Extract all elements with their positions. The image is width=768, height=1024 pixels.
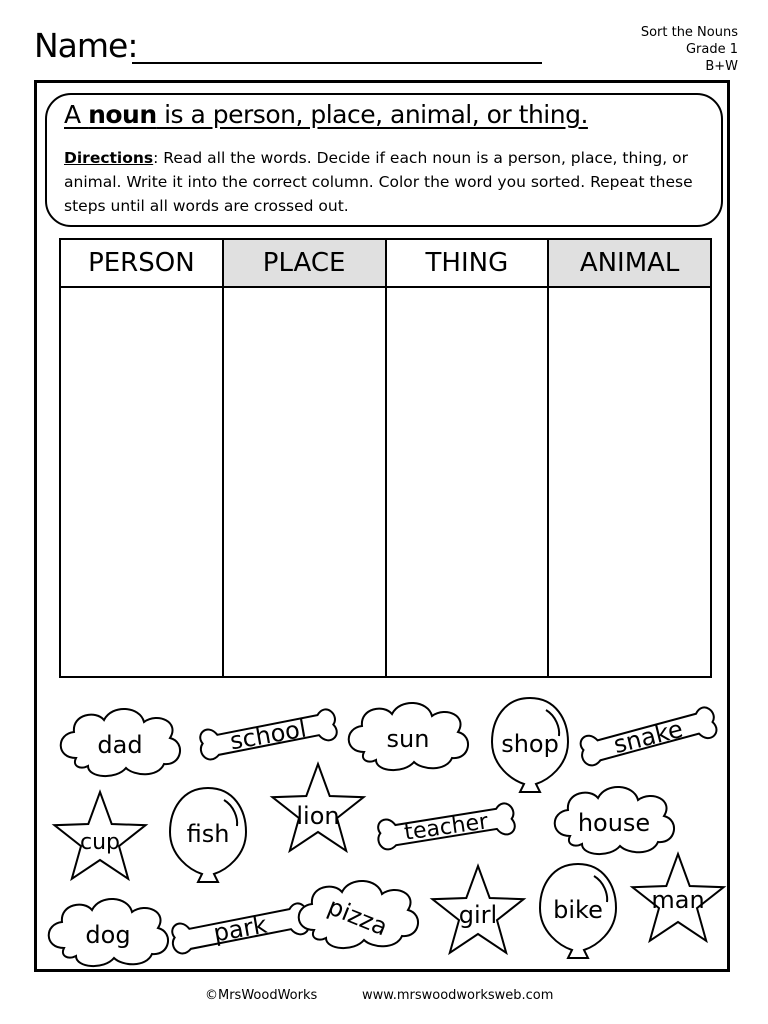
word-park-text: park	[211, 910, 270, 948]
definition-keyword: noun	[88, 100, 157, 129]
word-man-text: man	[651, 886, 705, 914]
word-dog[interactable]	[49, 899, 168, 966]
grade-label: Grade 1	[685, 42, 738, 57]
word-house-text: house	[577, 809, 651, 837]
website-link[interactable]: www.mrswoodworksweb.com	[362, 988, 554, 1003]
word-dad-text: dad	[97, 731, 143, 759]
word-girl-text: girl	[458, 901, 498, 929]
word-house[interactable]	[555, 787, 674, 854]
directions-label: Directions	[64, 149, 154, 167]
word-lion[interactable]	[272, 764, 363, 851]
word-park[interactable]	[170, 901, 311, 956]
word-bike-text: bike	[553, 896, 603, 924]
column-header-thing: THING	[386, 239, 549, 287]
word-teacher[interactable]	[376, 802, 517, 853]
word-sun-text: sun	[386, 725, 430, 753]
column-header-person: PERSON	[60, 239, 223, 287]
word-school[interactable]	[198, 707, 339, 762]
word-school-text: school	[227, 714, 309, 756]
word-dog-text: dog	[85, 921, 131, 949]
word-fish-text: fish	[186, 820, 230, 848]
word-sun[interactable]	[349, 703, 468, 770]
directions-text: : Read all the words. Decide if each noun is a person, place, thing, or animal. Write it into the correct column. Color the word you sorted. Repeat these steps until all words are crossed out.	[64, 149, 693, 215]
copyright: ©MrsWoodWorks	[205, 988, 318, 1003]
definition-rest: is a person, place, animal, or thing.	[156, 100, 588, 129]
word-pizza-text: pizza	[323, 892, 392, 942]
word-teacher-text: teacher	[402, 809, 490, 846]
word-snake[interactable]	[578, 705, 719, 769]
word-snake-text: snake	[610, 714, 686, 760]
word-shop-text: shop	[501, 730, 559, 758]
word-man[interactable]	[632, 854, 723, 941]
word-fish[interactable]	[170, 788, 246, 882]
print-type: B+W	[705, 59, 738, 74]
word-cup[interactable]	[54, 792, 145, 879]
word-dad[interactable]	[61, 709, 180, 776]
worksheet-title: Sort the Nouns	[640, 25, 738, 40]
word-shop[interactable]	[492, 698, 568, 792]
word-lion-text: lion	[296, 802, 340, 830]
word-pizza[interactable]	[299, 881, 418, 948]
word-cup-text: cup	[79, 830, 121, 855]
word-bike[interactable]	[540, 864, 616, 958]
column-header-place: PLACE	[223, 239, 386, 287]
name-label: Name:	[34, 26, 138, 65]
definition-prefix: A	[64, 100, 89, 129]
word-girl[interactable]	[432, 866, 523, 953]
column-header-animal: ANIMAL	[548, 239, 711, 287]
